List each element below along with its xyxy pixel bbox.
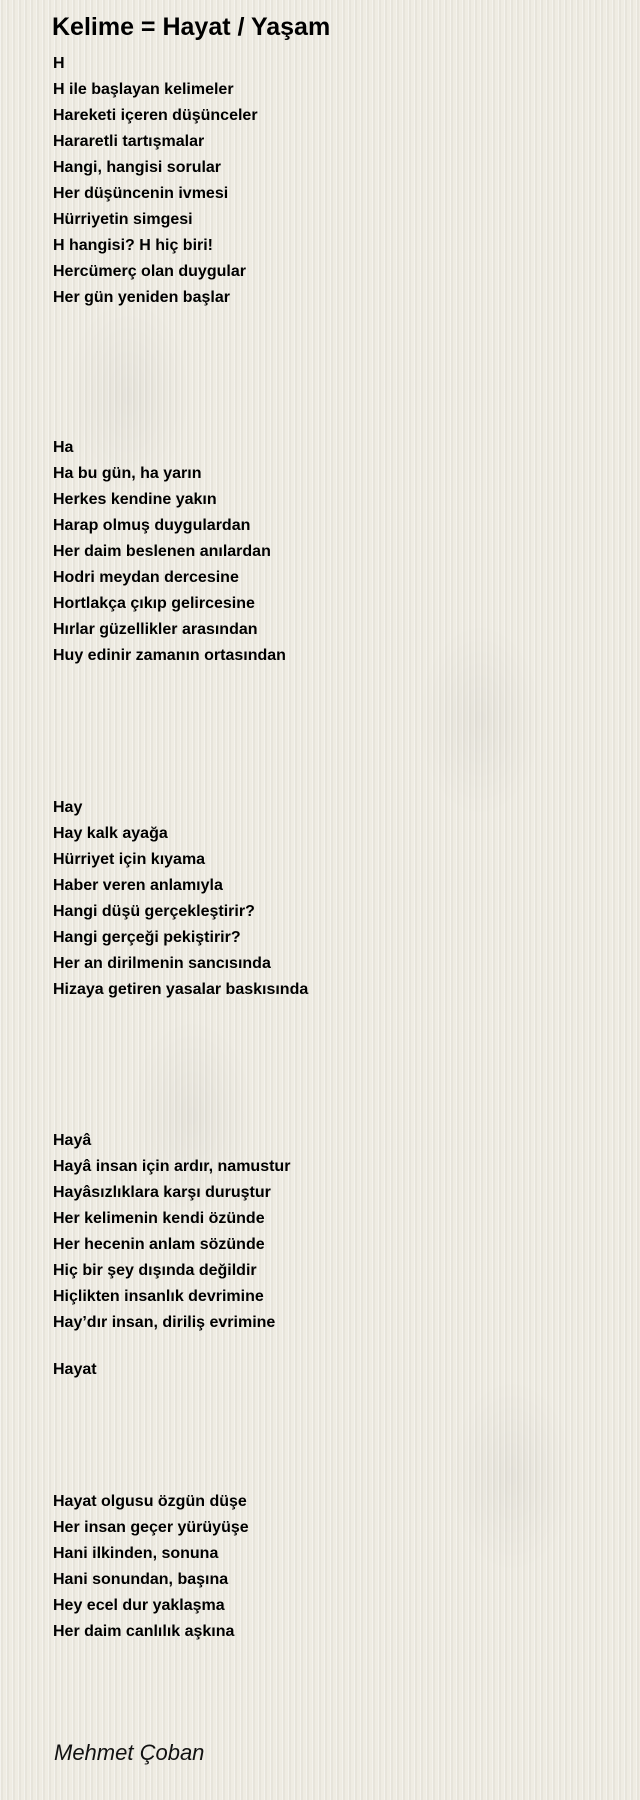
poem-line: Hararetli tartışmalar	[53, 133, 205, 150]
poem-line: Hiçlikten insanlık devrimine	[53, 1288, 264, 1305]
poem-line: Hortlakça çıkıp gelircesine	[53, 595, 255, 612]
poem-line: Hayâsızlıklara karşı duruştur	[53, 1184, 271, 1201]
poem-line: Hey ecel dur yaklaşma	[53, 1597, 225, 1614]
poem-line: Hani sonundan, başına	[53, 1571, 229, 1588]
poem-line: Huy edinir zamanın ortasından	[53, 647, 286, 664]
poem-line: Her daim canlılık aşkına	[53, 1623, 235, 1640]
poem-line: Hangi, hangisi sorular	[53, 159, 222, 176]
poem-line: Her gün yeniden başlar	[53, 289, 230, 306]
poem-line: H ile başlayan kelimeler	[53, 81, 234, 98]
poem-line: Her kelimenin kendi özünde	[53, 1210, 265, 1227]
poem-line: Hürriyet için kıyama	[53, 851, 206, 868]
poem-line: Hırlar güzellikler arasından	[53, 621, 258, 638]
poem-line: Hürriyetin simgesi	[53, 211, 193, 228]
poem-line: Hizaya getiren yasalar baskısında	[53, 981, 309, 998]
poem-line: Herkes kendine yakın	[53, 491, 217, 508]
poem-line: Her an dirilmenin sancısında	[53, 955, 271, 972]
poem-line: Her daim beslenen anılardan	[53, 543, 271, 560]
poem-line: Hodri meydan dercesine	[53, 569, 239, 586]
poem-line: H hangisi? H hiç biri!	[53, 237, 214, 254]
poem-line: Hangi düşü gerçekleştirir?	[53, 903, 255, 920]
poem-line: Hayâ	[53, 1132, 92, 1149]
author-name: Mehmet Çoban	[54, 1740, 205, 1765]
poem-line: Hay’dır insan, diriliş evrimine	[53, 1314, 276, 1331]
poem-line: Her insan geçer yürüyüşe	[53, 1519, 249, 1536]
poem-line: Her düşüncenin ivmesi	[53, 185, 229, 202]
poem-line: Hay kalk ayağa	[53, 825, 168, 842]
poem-line: Haber veren anlamıyla	[53, 877, 223, 894]
poem-line: Hangi gerçeği pekiştirir?	[53, 929, 241, 946]
poem-line: Ha	[53, 439, 74, 456]
poem-title: Kelime = Hayat / Yaşam	[52, 13, 331, 41]
poem-line: Harap olmuş duygulardan	[53, 517, 251, 534]
poem-line: Hareketi içeren düşünceler	[53, 107, 258, 124]
poem-line: Ha bu gün, ha yarın	[53, 465, 202, 482]
poem-line: Hani ilkinden, sonuna	[53, 1545, 219, 1562]
poem-line: H	[53, 55, 65, 72]
poem-line: Hay	[53, 799, 83, 816]
poem-line: Hayâ insan için ardır, namustur	[53, 1158, 291, 1175]
poem-line: Her hecenin anlam sözünde	[53, 1236, 265, 1253]
poem-line: Hayat	[53, 1361, 97, 1378]
poem-line: Hercümerç olan duygular	[53, 263, 246, 280]
poem-line: Hayat olgusu özgün düşe	[53, 1493, 247, 1510]
poem-line: Hiç bir şey dışında değildir	[53, 1262, 257, 1279]
